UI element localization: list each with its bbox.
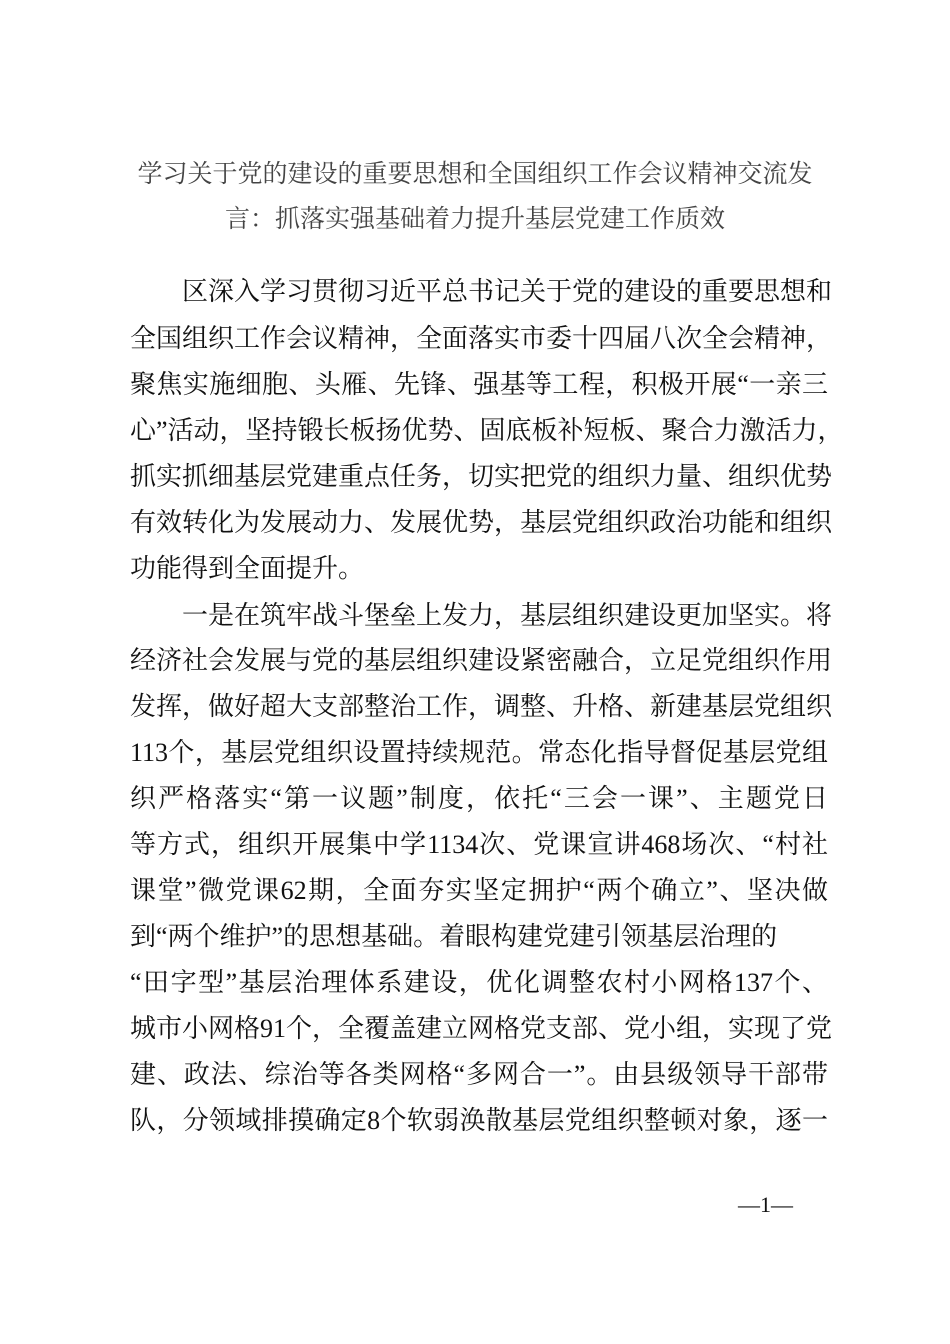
text-line: 全国组织工作会议精神，全面落实市委十四届八次全会精神， [130, 324, 833, 353]
text-line: 发挥，做好超大支部整治工作，调整、升格、新建基层党组织 [130, 692, 833, 721]
text-line: 织严格落实“第一议题”制度，依托“三会一课”、主题党日 [130, 784, 828, 813]
text-line: 城市小网格91个，全覆盖建立网格党支部、党小组，实现了党 [130, 1014, 833, 1043]
text-line: 建、政法、综治等各类网格“多网合一”。由县级领导干部带 [130, 1060, 828, 1089]
text-line: 区深入学习贯彻习近平总书记关于党的建设的重要思想和 [182, 277, 833, 306]
text-line: 113个，基层党组织设置持续规范。常态化指导督促基层党组 [130, 738, 828, 767]
text-line: 经济社会发展与党的基层组织建设紧密融合，立足党组织作用 [130, 646, 833, 675]
page-number: —1— [738, 1192, 793, 1217]
document-title-line-1: 学习关于党的建设的重要思想和全国组织工作会议精神交流发 [137, 161, 813, 188]
text-line: “田字型”基层治理体系建设，优化调整农村小网格137个、 [130, 968, 828, 997]
text-line: 到“两个维护”的思想基础。着眼构建党建引领基层治理的 [130, 922, 778, 951]
text-line: 聚焦实施细胞、头雁、先锋、强基等工程，积极开展“一亲三 [130, 370, 828, 399]
text-line: 功能得到全面提升。 [130, 554, 365, 583]
text-line: 抓实抓细基层党建重点任务，切实把党的组织力量、组织优势 [130, 462, 833, 491]
document-title-line-2: 言：抓落实强基础着力提升基层党建工作质效 [224, 206, 725, 233]
text-line: 队，分领域排摸确定8个软弱涣散基层党组织整顿对象，逐一 [130, 1106, 828, 1135]
text-line: 心”活动，坚持锻长板扬优势、固底板补短板、聚合力激活力， [130, 416, 844, 445]
text-line: 课堂”微党课62期，全面夯实坚定拥护“两个确立”、坚决做 [130, 876, 828, 905]
text-line: 一是在筑牢战斗堡垒上发力，基层组织建设更加坚实。将 [182, 601, 833, 630]
text-line: 有效转化为发展动力、发展优势，基层党组织政治功能和组织 [130, 508, 833, 537]
text-line: 等方式，组织开展集中学1134次、党课宣讲468场次、“村社 [130, 830, 828, 859]
